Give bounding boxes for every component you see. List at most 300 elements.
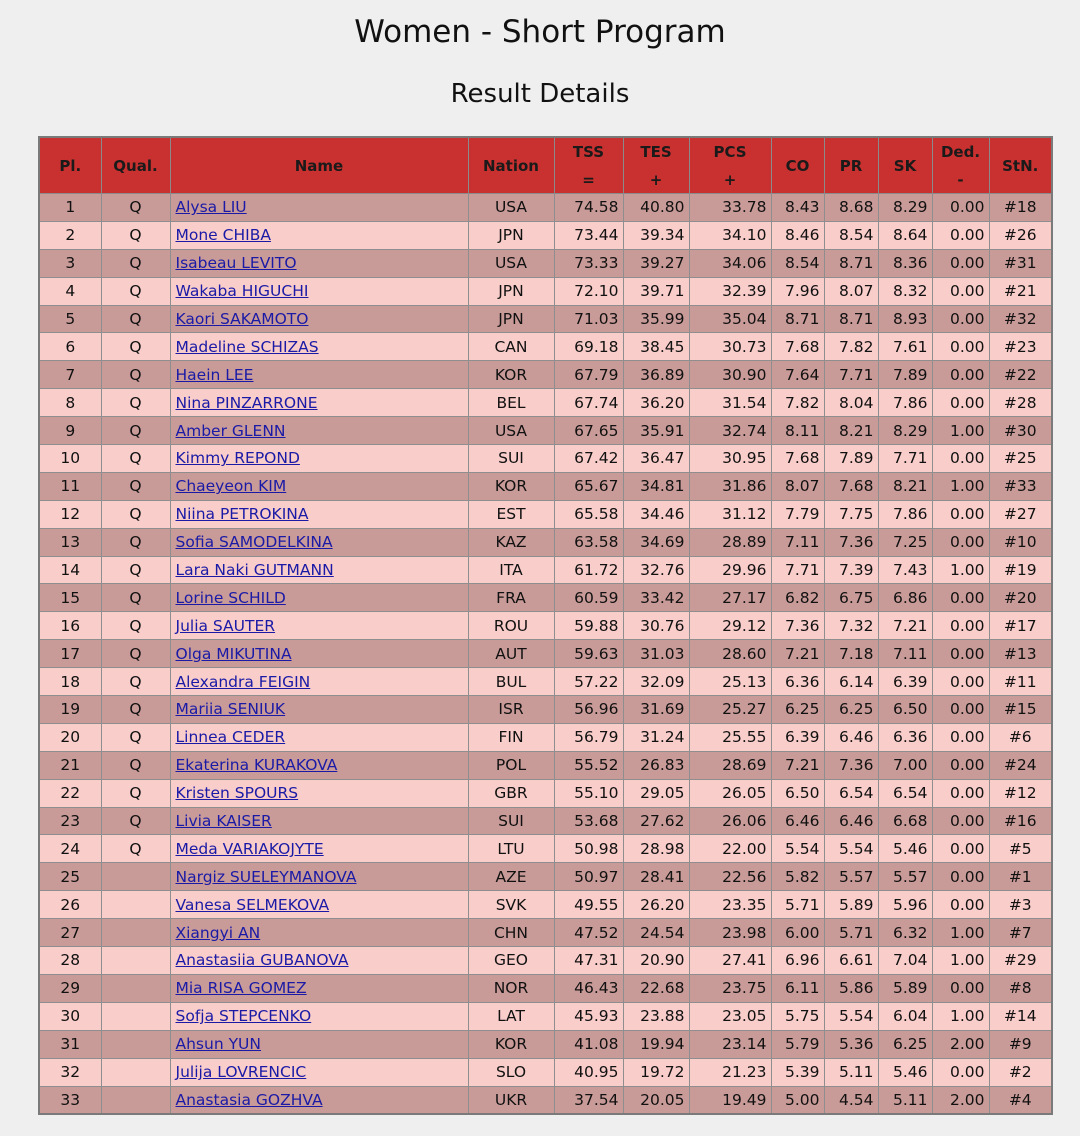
cell-stn: #26: [989, 221, 1052, 249]
cell-tes: 19.72: [623, 1058, 689, 1086]
cell-tes: 28.98: [623, 835, 689, 863]
cell-qual: [101, 1086, 170, 1114]
cell-nation: LTU: [468, 835, 554, 863]
table-row: [39, 1030, 1052, 1058]
cell-tss: 37.54: [554, 1086, 623, 1114]
cell-stn: #29: [989, 947, 1052, 975]
cell-nation: NOR: [468, 974, 554, 1002]
cell-tes: 22.68: [623, 974, 689, 1002]
cell-sk: 5.46: [878, 835, 932, 863]
cell-tes: 20.05: [623, 1086, 689, 1114]
cell-sk: 7.71: [878, 445, 932, 473]
cell-qual: Q: [101, 696, 170, 724]
cell-name: [170, 947, 468, 975]
table-row: [39, 472, 1052, 500]
cell-nation: SUI: [468, 807, 554, 835]
cell-ded: 0.00: [932, 974, 989, 1002]
cell-tes: 34.81: [623, 472, 689, 500]
cell-tes: 28.41: [623, 863, 689, 891]
cell-pl: 26: [39, 891, 101, 919]
cell-name: [170, 807, 468, 835]
cell-qual: Q: [101, 500, 170, 528]
cell-name: [170, 1086, 468, 1114]
cell-pl: 10: [39, 445, 101, 473]
skater-name-link[interactable]: Haein LEE: [175, 365, 254, 384]
cell-pcs: 29.12: [689, 612, 771, 640]
cell-co: 6.46: [771, 807, 824, 835]
cell-ded: 0.00: [932, 277, 989, 305]
table-row: [39, 668, 1052, 696]
cell-sk: 7.86: [878, 500, 932, 528]
header-ded-label: Ded.: [940, 142, 981, 161]
cell-pr: 6.61: [824, 947, 878, 975]
cell-pcs: 27.41: [689, 947, 771, 975]
table-row: [39, 974, 1052, 1002]
cell-nation: JPN: [468, 305, 554, 333]
table-row: [39, 891, 1052, 919]
cell-ded: 0.00: [932, 696, 989, 724]
cell-pr: 7.71: [824, 361, 878, 389]
table-row: [39, 221, 1052, 249]
cell-tss: 53.68: [554, 807, 623, 835]
cell-ded: 1.00: [932, 919, 989, 947]
cell-sk: 7.25: [878, 528, 932, 556]
cell-name: [170, 891, 468, 919]
cell-nation: AZE: [468, 863, 554, 891]
cell-tss: 46.43: [554, 974, 623, 1002]
cell-tss: 72.10: [554, 277, 623, 305]
header-tes-symbol: +: [649, 170, 663, 189]
cell-co: 7.21: [771, 640, 824, 668]
cell-pl: 14: [39, 556, 101, 584]
cell-nation: JPN: [468, 277, 554, 305]
cell-pcs: 31.12: [689, 500, 771, 528]
cell-tes: 36.47: [623, 445, 689, 473]
cell-nation: AUT: [468, 640, 554, 668]
table-row: [39, 361, 1052, 389]
cell-qual: Q: [101, 835, 170, 863]
cell-tes: 26.83: [623, 751, 689, 779]
cell-name: [170, 723, 468, 751]
header-nation: Nation: [468, 137, 554, 194]
cell-pcs: 25.55: [689, 723, 771, 751]
cell-name: [170, 668, 468, 696]
skater-name-link[interactable]: Chaeyeon KIM: [175, 477, 287, 496]
cell-nation: USA: [468, 194, 554, 222]
cell-stn: #30: [989, 417, 1052, 445]
cell-pl: 8: [39, 389, 101, 417]
cell-name: [170, 1030, 468, 1058]
cell-stn: #18: [989, 194, 1052, 222]
cell-qual: [101, 863, 170, 891]
header-ded: [932, 137, 989, 194]
cell-tes: 34.46: [623, 500, 689, 528]
cell-stn: #9: [989, 1030, 1052, 1058]
cell-pr: 5.54: [824, 835, 878, 863]
cell-qual: Q: [101, 723, 170, 751]
cell-co: 7.64: [771, 361, 824, 389]
header-co: CO: [771, 137, 824, 194]
cell-pcs: 28.69: [689, 751, 771, 779]
cell-sk: 8.29: [878, 417, 932, 445]
cell-tss: 67.65: [554, 417, 623, 445]
cell-tes: 26.20: [623, 891, 689, 919]
cell-pl: 4: [39, 277, 101, 305]
cell-pcs: 32.39: [689, 277, 771, 305]
table-row: [39, 807, 1052, 835]
cell-ded: 0.00: [932, 723, 989, 751]
cell-pcs: 25.13: [689, 668, 771, 696]
cell-sk: 7.43: [878, 556, 932, 584]
header-stn: StN.: [989, 137, 1052, 194]
cell-co: 8.11: [771, 417, 824, 445]
cell-name: [170, 751, 468, 779]
skater-name-link[interactable]: Sofia SAMODELKINA: [175, 533, 333, 552]
skater-name-link[interactable]: Livia KAISER: [175, 812, 272, 831]
skater-name-link[interactable]: Lara Naki GUTMANN: [175, 561, 334, 580]
cell-nation: KOR: [468, 1030, 554, 1058]
header-pcs-symbol: +: [723, 170, 737, 189]
cell-ded: 1.00: [932, 947, 989, 975]
header-name: Name: [170, 137, 468, 194]
header-pcs: [689, 137, 771, 194]
cell-stn: #14: [989, 1002, 1052, 1030]
cell-pl: 1: [39, 194, 101, 222]
cell-qual: [101, 1058, 170, 1086]
cell-pr: 5.36: [824, 1030, 878, 1058]
cell-nation: SLO: [468, 1058, 554, 1086]
cell-nation: ROU: [468, 612, 554, 640]
cell-tes: 35.91: [623, 417, 689, 445]
cell-co: 5.71: [771, 891, 824, 919]
cell-tss: 57.22: [554, 668, 623, 696]
cell-pr: 7.32: [824, 612, 878, 640]
cell-co: 6.00: [771, 919, 824, 947]
cell-pl: 13: [39, 528, 101, 556]
cell-nation: FIN: [468, 723, 554, 751]
header-qual: Qual.: [101, 137, 170, 194]
cell-pr: 6.46: [824, 807, 878, 835]
skater-name-link[interactable]: Amber GLENN: [175, 421, 286, 440]
cell-pl: 16: [39, 612, 101, 640]
skater-name-link[interactable]: Vanesa SELMEKOVA: [175, 895, 330, 914]
cell-co: 7.68: [771, 333, 824, 361]
cell-pcs: 26.06: [689, 807, 771, 835]
cell-qual: Q: [101, 612, 170, 640]
cell-sk: 6.32: [878, 919, 932, 947]
cell-name: [170, 1002, 468, 1030]
cell-pcs: 30.73: [689, 333, 771, 361]
skater-name-link[interactable]: Alysa LIU: [175, 198, 247, 217]
cell-tes: 31.03: [623, 640, 689, 668]
cell-tes: 32.76: [623, 556, 689, 584]
skater-name-link[interactable]: Kimmy REPOND: [175, 449, 300, 468]
cell-qual: Q: [101, 249, 170, 277]
skater-name-link[interactable]: Madeline SCHIZAS: [175, 337, 319, 356]
cell-pr: 6.46: [824, 723, 878, 751]
cell-tes: 27.62: [623, 807, 689, 835]
cell-co: 7.36: [771, 612, 824, 640]
cell-qual: Q: [101, 751, 170, 779]
cell-pcs: 23.35: [689, 891, 771, 919]
cell-name: [170, 919, 468, 947]
table-row: [39, 779, 1052, 807]
cell-co: 6.36: [771, 668, 824, 696]
cell-co: 6.96: [771, 947, 824, 975]
skater-name-link[interactable]: Alexandra FEIGIN: [175, 672, 311, 691]
cell-nation: ISR: [468, 696, 554, 724]
cell-pl: 9: [39, 417, 101, 445]
skater-name-link[interactable]: Kaori SAKAMOTO: [175, 310, 309, 328]
cell-qual: Q: [101, 305, 170, 333]
cell-co: 7.68: [771, 445, 824, 473]
skater-name-link[interactable]: Niina PETROKINA: [175, 505, 309, 524]
cell-pr: 8.54: [824, 221, 878, 249]
cell-nation: KOR: [468, 472, 554, 500]
cell-tes: 39.27: [623, 249, 689, 277]
cell-co: 7.96: [771, 277, 824, 305]
cell-pl: 7: [39, 361, 101, 389]
cell-pl: 21: [39, 751, 101, 779]
skater-name-link[interactable]: Nargiz SUELEYMANOVA: [175, 867, 357, 886]
cell-name: [170, 612, 468, 640]
cell-co: 7.82: [771, 389, 824, 417]
skater-name-link[interactable]: Anastasia GOZHVA: [175, 1090, 323, 1109]
cell-pl: 25: [39, 863, 101, 891]
cell-name: [170, 1058, 468, 1086]
cell-name: [170, 361, 468, 389]
skater-name-link[interactable]: Mone CHIBA: [175, 226, 271, 245]
cell-sk: 8.29: [878, 194, 932, 222]
cell-pl: 28: [39, 947, 101, 975]
cell-qual: [101, 891, 170, 919]
cell-tss: 73.44: [554, 221, 623, 249]
cell-stn: #20: [989, 584, 1052, 612]
cell-pl: 30: [39, 1002, 101, 1030]
cell-pcs: 23.14: [689, 1030, 771, 1058]
cell-ded: 2.00: [932, 1030, 989, 1058]
cell-pcs: 28.60: [689, 640, 771, 668]
cell-name: [170, 696, 468, 724]
cell-ded: 0.00: [932, 668, 989, 696]
cell-tes: 30.76: [623, 612, 689, 640]
cell-stn: #3: [989, 891, 1052, 919]
cell-pr: 5.89: [824, 891, 878, 919]
skater-name-link[interactable]: Ekaterina KURAKOVA: [175, 756, 338, 775]
cell-qual: Q: [101, 361, 170, 389]
cell-sk: 6.39: [878, 668, 932, 696]
skater-name-link[interactable]: Sofja STEPCENKO: [175, 1007, 312, 1026]
cell-tss: 65.58: [554, 500, 623, 528]
cell-pcs: 25.27: [689, 696, 771, 724]
cell-pr: 8.71: [824, 305, 878, 333]
cell-pl: 12: [39, 500, 101, 528]
cell-co: 5.00: [771, 1086, 824, 1114]
cell-co: 5.75: [771, 1002, 824, 1030]
skater-name-link[interactable]: Wakaba HIGUCHI: [175, 282, 309, 301]
cell-qual: [101, 919, 170, 947]
cell-qual: Q: [101, 472, 170, 500]
cell-sk: 5.89: [878, 974, 932, 1002]
cell-name: [170, 445, 468, 473]
cell-sk: 8.93: [878, 305, 932, 333]
cell-nation: SVK: [468, 891, 554, 919]
cell-ded: 1.00: [932, 417, 989, 445]
cell-tes: 31.69: [623, 696, 689, 724]
page-subtitle: Result Details: [450, 79, 630, 109]
cell-name: [170, 835, 468, 863]
cell-sk: 7.61: [878, 333, 932, 361]
cell-tss: 49.55: [554, 891, 623, 919]
cell-tes: 24.54: [623, 919, 689, 947]
cell-pr: 7.82: [824, 333, 878, 361]
cell-tss: 69.18: [554, 333, 623, 361]
cell-name: [170, 584, 468, 612]
cell-pcs: 29.96: [689, 556, 771, 584]
cell-pr: 7.68: [824, 472, 878, 500]
cell-sk: 8.32: [878, 277, 932, 305]
skater-name-link[interactable]: Ahsun YUN: [175, 1035, 261, 1054]
cell-tes: 32.09: [623, 668, 689, 696]
cell-pcs: 34.10: [689, 221, 771, 249]
cell-stn: #16: [989, 807, 1052, 835]
cell-stn: #19: [989, 556, 1052, 584]
cell-pl: 20: [39, 723, 101, 751]
cell-stn: #31: [989, 249, 1052, 277]
cell-name: [170, 333, 468, 361]
skater-name-link[interactable]: Julia SAUTER: [175, 616, 276, 635]
skater-name-link[interactable]: Meda VARIAKOJYTE: [175, 839, 324, 858]
cell-pl: 24: [39, 835, 101, 863]
cell-name: [170, 221, 468, 249]
skater-name-link[interactable]: Julija LOVRENCIC: [175, 1063, 307, 1082]
cell-stn: #23: [989, 333, 1052, 361]
cell-pcs: 23.05: [689, 1002, 771, 1030]
cell-ded: 1.00: [932, 1002, 989, 1030]
cell-ded: 0.00: [932, 194, 989, 222]
table-row: [39, 249, 1052, 277]
cell-tss: 67.74: [554, 389, 623, 417]
cell-pl: 11: [39, 472, 101, 500]
skater-name-link[interactable]: Linnea CEDER: [175, 728, 286, 747]
table-row: [39, 723, 1052, 751]
cell-sk: 8.21: [878, 472, 932, 500]
cell-stn: #4: [989, 1086, 1052, 1114]
cell-pcs: 30.95: [689, 445, 771, 473]
skater-name-link[interactable]: Mariia SENIUK: [175, 700, 286, 719]
cell-pl: 6: [39, 333, 101, 361]
table-row: [39, 556, 1052, 584]
cell-nation: ITA: [468, 556, 554, 584]
cell-tss: 61.72: [554, 556, 623, 584]
skater-name-link[interactable]: Lorine SCHILD: [175, 588, 286, 607]
table-row: [39, 194, 1052, 222]
cell-stn: #2: [989, 1058, 1052, 1086]
cell-tes: 29.05: [623, 779, 689, 807]
cell-name: [170, 277, 468, 305]
cell-pl: 32: [39, 1058, 101, 1086]
cell-pl: 5: [39, 305, 101, 333]
cell-tss: 67.79: [554, 361, 623, 389]
results-table-container: [38, 136, 1051, 1115]
cell-sk: 6.54: [878, 779, 932, 807]
cell-co: 5.82: [771, 863, 824, 891]
cell-qual: Q: [101, 640, 170, 668]
cell-pl: 29: [39, 974, 101, 1002]
cell-tss: 71.03: [554, 305, 623, 333]
header-tss: [554, 137, 623, 194]
cell-ded: 0.00: [932, 612, 989, 640]
cell-stn: #1: [989, 863, 1052, 891]
cell-name: [170, 500, 468, 528]
cell-nation: POL: [468, 751, 554, 779]
cell-nation: USA: [468, 417, 554, 445]
skater-name-link[interactable]: Xiangyi AN: [175, 923, 261, 942]
cell-co: 8.54: [771, 249, 824, 277]
cell-pl: 18: [39, 668, 101, 696]
cell-tes: 38.45: [623, 333, 689, 361]
cell-name: [170, 472, 468, 500]
table-row: [39, 389, 1052, 417]
header-ded-symbol: -: [957, 170, 964, 189]
cell-stn: #5: [989, 835, 1052, 863]
cell-tss: 50.98: [554, 835, 623, 863]
table-row: [39, 863, 1052, 891]
cell-tss: 65.67: [554, 472, 623, 500]
cell-nation: BUL: [468, 668, 554, 696]
cell-tss: 41.08: [554, 1030, 623, 1058]
cell-co: 8.46: [771, 221, 824, 249]
cell-sk: 5.11: [878, 1086, 932, 1114]
cell-ded: 0.00: [932, 779, 989, 807]
cell-tss: 56.79: [554, 723, 623, 751]
cell-ded: 0.00: [932, 863, 989, 891]
skater-name-link[interactable]: Kristen SPOURS: [175, 784, 299, 803]
cell-ded: 0.00: [932, 361, 989, 389]
skater-name-link[interactable]: Anastasiia GUBANOVA: [175, 951, 349, 970]
skater-name-link[interactable]: Olga MIKUTINA: [175, 644, 292, 663]
cell-qual: [101, 947, 170, 975]
cell-stn: #13: [989, 640, 1052, 668]
cell-ded: 0.00: [932, 640, 989, 668]
cell-pcs: 22.00: [689, 835, 771, 863]
cell-qual: Q: [101, 194, 170, 222]
cell-nation: LAT: [468, 1002, 554, 1030]
cell-name: [170, 974, 468, 1002]
skater-name-link[interactable]: Isabeau LEVITO: [175, 254, 297, 273]
cell-ded: 0.00: [932, 891, 989, 919]
cell-nation: GEO: [468, 947, 554, 975]
cell-sk: 8.64: [878, 221, 932, 249]
cell-sk: 6.36: [878, 723, 932, 751]
cell-ded: 0.00: [932, 305, 989, 333]
cell-tes: 19.94: [623, 1030, 689, 1058]
cell-pr: 5.54: [824, 1002, 878, 1030]
cell-sk: 6.68: [878, 807, 932, 835]
skater-name-link[interactable]: Mia RISA GOMEZ: [175, 979, 307, 998]
header-tss-symbol: =: [582, 170, 595, 189]
cell-pl: 27: [39, 919, 101, 947]
table-row: [39, 333, 1052, 361]
cell-tes: 36.89: [623, 361, 689, 389]
cell-sk: 5.57: [878, 863, 932, 891]
cell-stn: #21: [989, 277, 1052, 305]
cell-pcs: 33.78: [689, 194, 771, 222]
skater-name-link[interactable]: Nina PINZARRONE: [175, 393, 318, 412]
header-pr: PR: [824, 137, 878, 194]
cell-pl: 23: [39, 807, 101, 835]
cell-tes: 34.69: [623, 528, 689, 556]
